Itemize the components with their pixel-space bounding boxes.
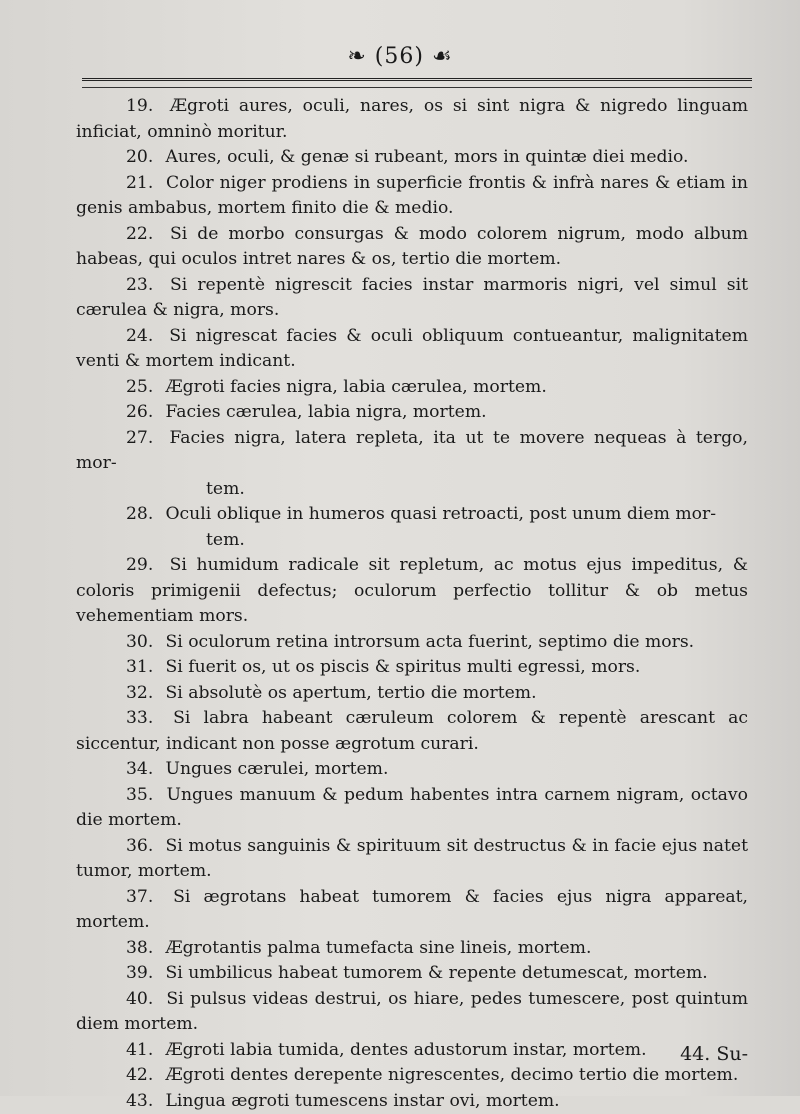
entry-number: 24.	[126, 324, 160, 350]
entry-text: Ægroti dentes derepente nigrescentes, decimo tertio die mortem.	[165, 1065, 738, 1085]
entry-number: 33.	[126, 706, 160, 732]
entry-28	[76, 502, 748, 553]
entry-text: Si de morbo consurgas & modo colorem nigrum, modo album habeas, qui oculos intret nares & os, tertio die mortem.	[76, 224, 748, 270]
entry-41	[76, 1038, 748, 1064]
entry-43	[76, 1089, 748, 1114]
entry-number: 23.	[126, 273, 160, 299]
entry-continuation: tem.	[76, 528, 748, 554]
entry-20	[76, 145, 748, 171]
entry-text: Facies cærulea, labia nigra, mortem.	[165, 402, 486, 422]
entry-number: 35.	[126, 783, 160, 809]
body-text	[76, 94, 748, 1114]
entry-text: Ungues manuum & pedum habentes intra carnem nigram, octavo die mortem.	[76, 785, 748, 831]
page-number: (56)	[375, 44, 424, 69]
entry-36	[76, 834, 748, 885]
entry-text: Ægroti aures, oculi, nares, os si sint nigra & nigredo linguam inficiat, omninò moritur.	[76, 96, 748, 142]
entry-24	[76, 324, 748, 375]
entry-34	[76, 757, 748, 783]
entry-text: Ægroti labia tumida, dentes adustorum instar, mortem.	[165, 1040, 646, 1060]
entry-text: Si repentè nigrescit facies instar marmoris nigri, vel simul sit cærulea & nigra, mors.	[76, 275, 748, 321]
entry-number: 38.	[126, 936, 160, 962]
entry-42	[76, 1063, 748, 1089]
entry-text: Facies nigra, latera repleta, ita ut te movere nequeas à tergo, mor-	[76, 428, 748, 474]
entry-35	[76, 783, 748, 834]
entry-23	[76, 273, 748, 324]
entry-40	[76, 987, 748, 1038]
entry-33	[76, 706, 748, 757]
ornament-left-icon: ❧	[347, 44, 366, 69]
entry-number: 43.	[126, 1089, 160, 1114]
entry-26	[76, 400, 748, 426]
entry-number: 22.	[126, 222, 160, 248]
entry-38	[76, 936, 748, 962]
entry-number: 19.	[126, 94, 160, 120]
entry-39	[76, 961, 748, 987]
entry-number: 36.	[126, 834, 160, 860]
entry-number: 32.	[126, 681, 160, 707]
entry-text: Aures, oculi, & genæ si rubeant, mors in quintæ diei medio.	[165, 147, 688, 167]
entry-22	[76, 222, 748, 273]
entry-21	[76, 171, 748, 222]
entry-text: Si humidum radicale sit repletum, ac motus ejus impeditus, & coloris primigenii defectus; oculorum perfectio tollitur & ob metus vehementiam mors.	[76, 555, 748, 626]
entry-text: Si labra habeant cæruleum colorem & repentè arescant ac siccentur, indicant non posse ægrotum curari.	[76, 708, 748, 754]
catchword: 44. Su-	[680, 1043, 748, 1065]
entry-text: Ægroti facies nigra, labia cærulea, mortem.	[165, 377, 546, 397]
entry-text: Color niger prodiens in superficie frontis & infrà nares & etiam in genis ambabus, mortem finito die & medio.	[76, 173, 748, 219]
entry-number: 29.	[126, 553, 160, 579]
entry-30	[76, 630, 748, 656]
entry-text: Si fuerit os, ut os piscis & spiritus multi egressi, mors.	[165, 657, 640, 677]
entry-number: 20.	[126, 145, 160, 171]
header-rule	[82, 78, 752, 88]
entry-number: 37.	[126, 885, 160, 911]
entry-continuation: tem.	[76, 477, 748, 503]
entry-number: 25.	[126, 375, 160, 401]
entry-text: Oculi oblique in humeros quasi retroacti, post unum diem mor-	[165, 504, 716, 524]
entry-text: Si pulsus videas destrui, os hiare, pedes tumescere, post quintum diem mortem.	[76, 989, 748, 1035]
entry-number: 39.	[126, 961, 160, 987]
entry-text: Si motus sanguinis & spirituum sit destructus & in facie ejus natet tumor, mortem.	[76, 836, 748, 882]
entry-text: Lingua ægroti tumescens instar ovi, mortem.	[165, 1091, 559, 1111]
entry-25	[76, 375, 748, 401]
entry-text: Si oculorum retina introrsum acta fuerint, septimo die mors.	[165, 632, 694, 652]
entry-19	[76, 94, 748, 145]
entry-29	[76, 553, 748, 630]
page-header	[0, 44, 800, 69]
entry-number: 42.	[126, 1063, 160, 1089]
entry-text: Ungues cærulei, mortem.	[165, 759, 388, 779]
entry-text: Si nigrescat facies & oculi obliquum contueantur, malignitatem venti & mortem indicant.	[76, 326, 748, 372]
ornament-right-icon: ☙	[432, 44, 453, 69]
entry-number: 28.	[126, 502, 160, 528]
entry-number: 27.	[126, 426, 160, 452]
entry-text: Si umbilicus habeat tumorem & repente detumescat, mortem.	[165, 963, 707, 983]
entry-number: 31.	[126, 655, 160, 681]
entry-32	[76, 681, 748, 707]
entry-text: Si absolutè os apertum, tertio die mortem.	[165, 683, 536, 703]
entry-number: 30.	[126, 630, 160, 656]
entry-number: 34.	[126, 757, 160, 783]
entry-27	[76, 426, 748, 503]
entry-number: 41.	[126, 1038, 160, 1064]
entry-number: 40.	[126, 987, 160, 1013]
entry-text: Si ægrotans habeat tumorem & facies ejus nigra appareat, mortem.	[76, 887, 748, 933]
entry-text: Ægrotantis palma tumefacta sine lineis, mortem.	[165, 938, 591, 958]
entry-number: 21.	[126, 171, 160, 197]
entry-31	[76, 655, 748, 681]
entry-37	[76, 885, 748, 936]
entry-number: 26.	[126, 400, 160, 426]
